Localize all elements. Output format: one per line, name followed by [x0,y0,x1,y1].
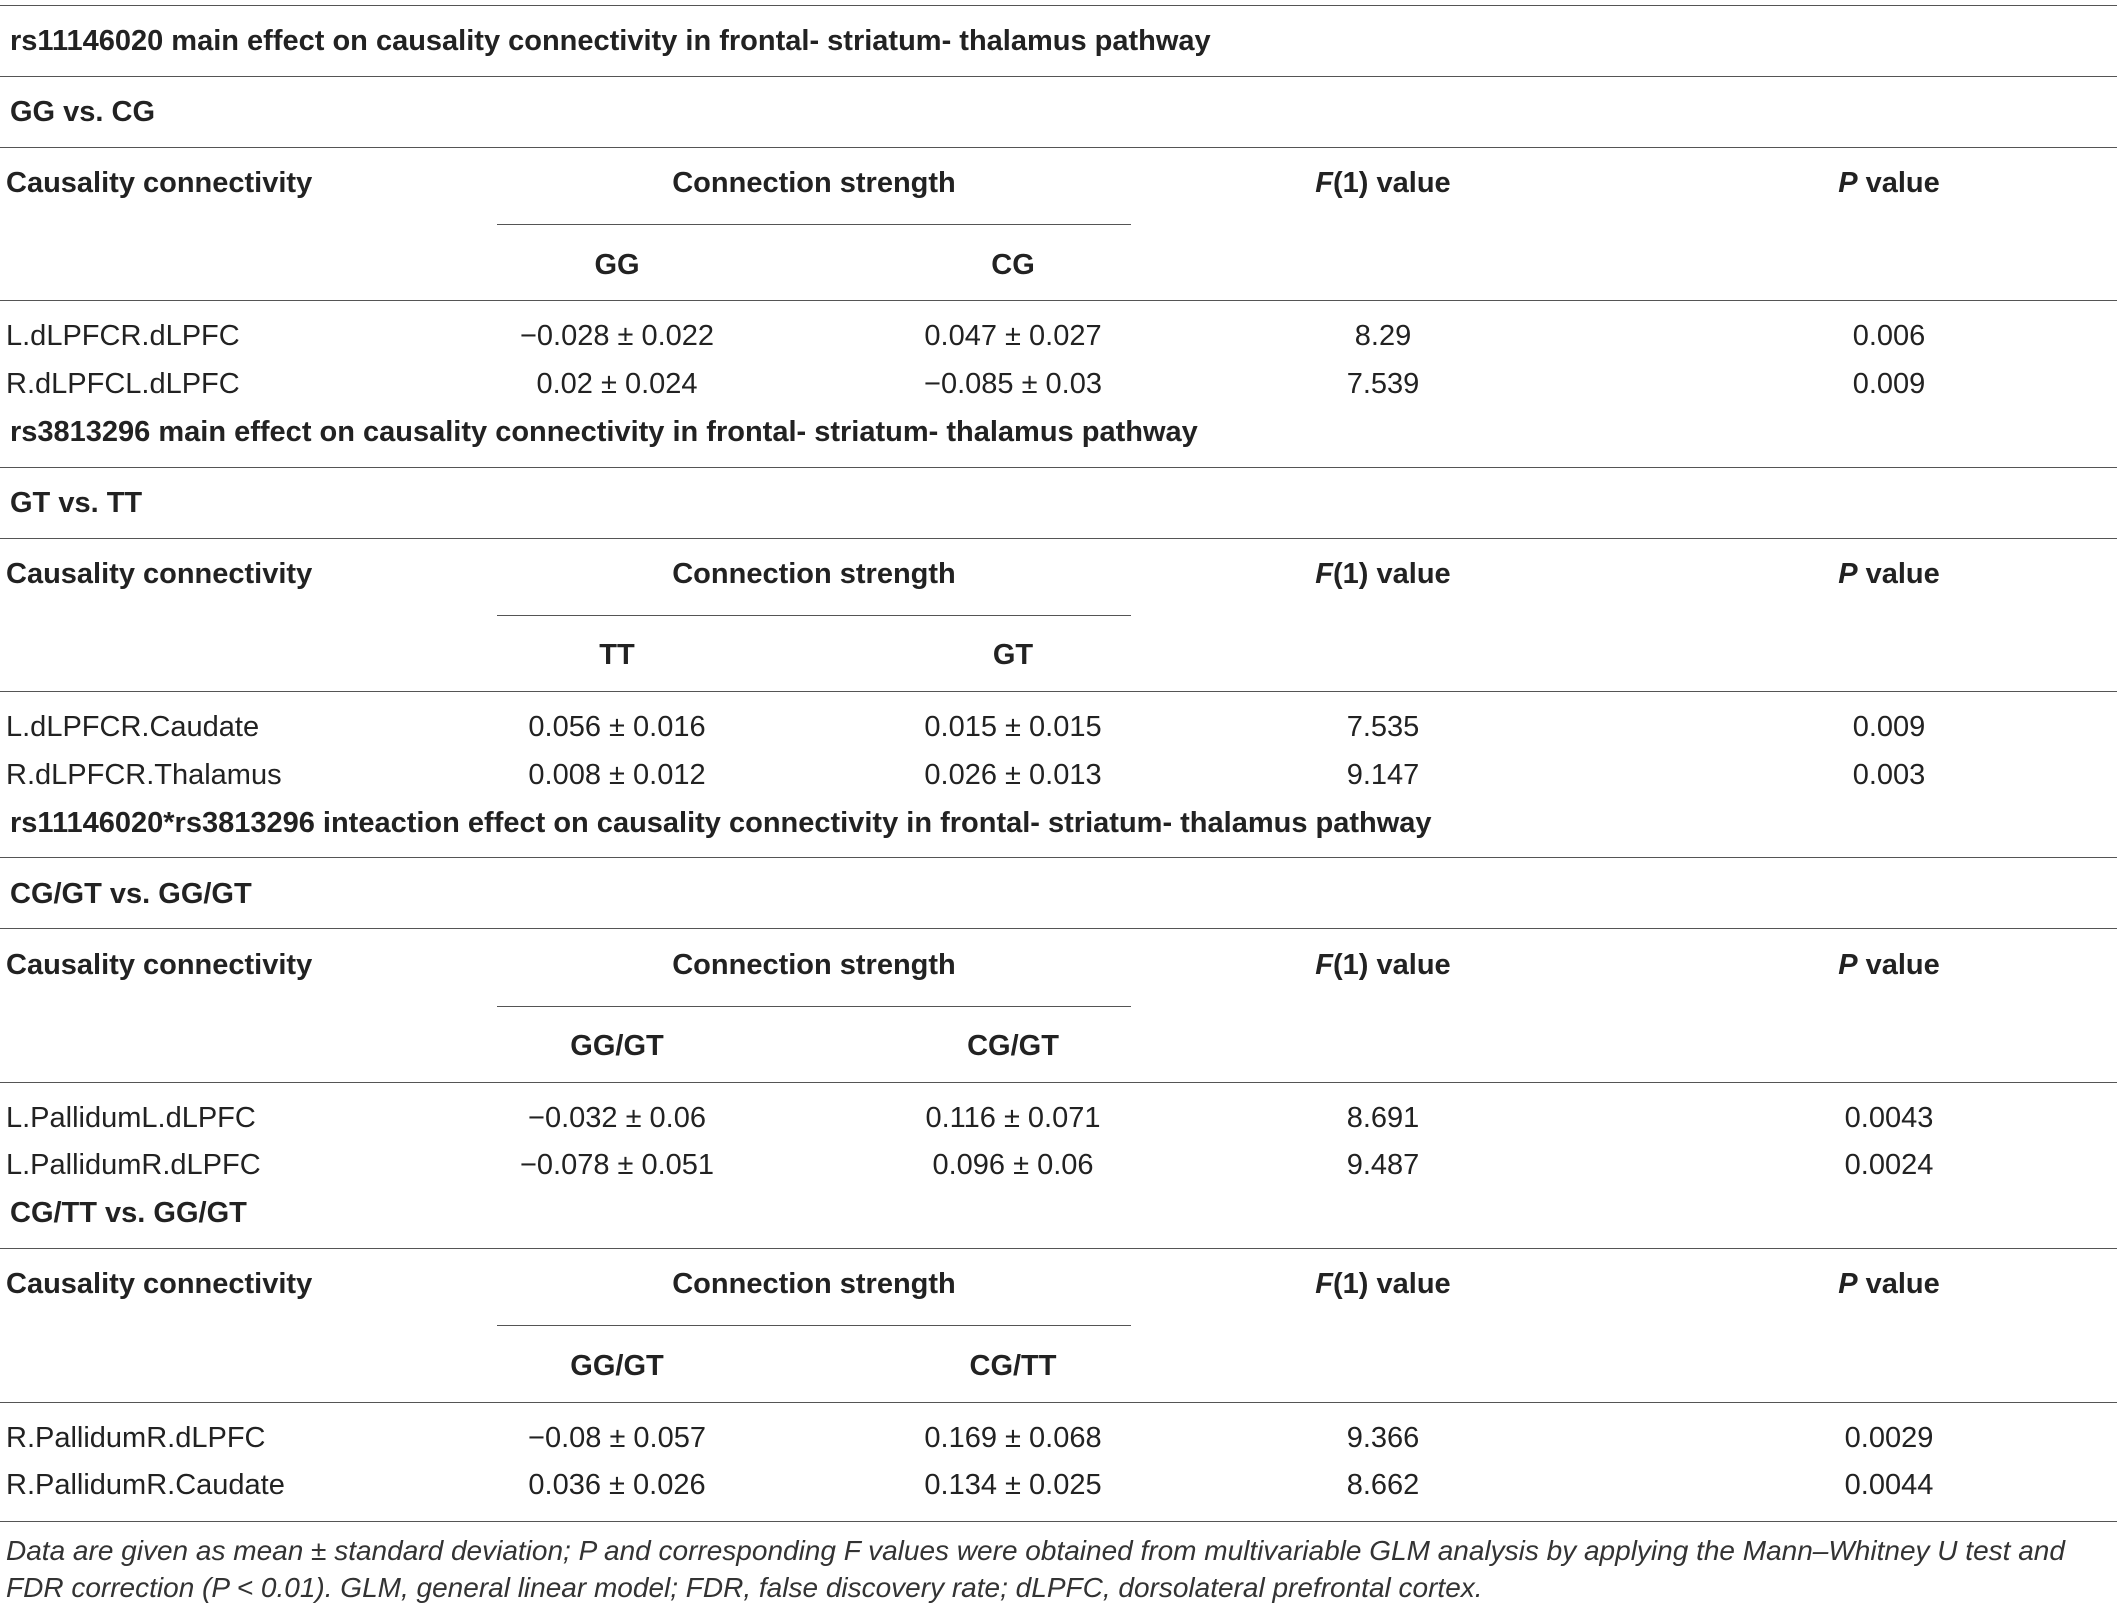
comparison-label: GG vs. CG [10,96,156,128]
f-symbol: F [1315,1268,1334,1300]
p-label: value [1857,949,1940,981]
row-group-2-value: 0.096 ± 0.06 [932,1149,1094,1181]
row-group-2-value: 0.047 ± 0.027 [924,320,1102,352]
row-p-value: 0.006 [1852,320,1926,352]
row-f-value: 8.691 [1346,1102,1420,1134]
p-symbol: P [1838,167,1858,199]
row-f-value: 8.662 [1346,1469,1420,1501]
col-header-connection-strength: Connection strength [672,1268,956,1300]
col-header-causality: Causality connectivity [6,949,313,981]
row-group-2-value: 0.134 ± 0.025 [924,1469,1102,1501]
group-1-header: TT [599,639,635,671]
comparison-label: CG/TT vs. GG/GT [10,1197,247,1229]
rule [0,300,2117,301]
rule-connection-strength [497,224,1131,225]
col-header-causality: Causality connectivity [6,167,313,199]
col-header-p-value [1838,166,1940,200]
group-1-header: GG/GT [570,1350,664,1382]
row-group-1-value: 0.008 ± 0.012 [528,759,706,791]
row-group-1-value: −0.032 ± 0.06 [528,1102,706,1134]
row-group-1-value: 0.02 ± 0.024 [536,368,698,400]
rule [0,147,2117,148]
rule [0,76,2117,77]
row-group-2-value: 0.026 ± 0.013 [924,759,1102,791]
row-p-value: 0.0029 [1844,1422,1934,1454]
section-title: rs11146020*rs3813296 inteaction effect on causality connectivity in frontal- striatum- thalamus pathway [10,807,1432,839]
p-label: value [1857,1268,1940,1300]
row-connectivity: L.PallidumR.dLPFC [6,1149,261,1181]
p-label: value [1857,558,1940,590]
row-p-value: 0.009 [1852,711,1926,743]
row-connectivity: L.dLPFCR.Caudate [6,711,260,743]
section-title: rs11146020 main effect on causality connectivity in frontal- striatum- thalamus pathway [10,25,1211,57]
row-connectivity: L.dLPFCR.dLPFC [6,320,240,352]
row-p-value: 0.0044 [1844,1469,1934,1501]
row-connectivity: L.PallidumL.dLPFC [6,1102,256,1134]
group-2-header: CG [991,249,1035,281]
rule-connection-strength [497,615,1131,616]
row-f-value: 9.487 [1346,1149,1420,1181]
row-group-2-value: 0.116 ± 0.071 [925,1102,1101,1134]
f-label: (1) value [1333,558,1451,590]
f-label: (1) value [1333,1268,1451,1300]
col-header-f-value [1315,948,1450,982]
section-title: rs3813296 main effect on causality connectivity in frontal- striatum- thalamus pathway [10,416,1198,448]
p-symbol: P [1838,558,1858,590]
row-p-value: 0.0043 [1844,1102,1934,1134]
comparison-label: CG/GT vs. GG/GT [10,878,252,910]
f-label: (1) value [1333,949,1451,981]
row-group-1-value: 0.036 ± 0.026 [528,1469,706,1501]
rule-connection-strength [497,1006,1131,1007]
row-f-value: 7.539 [1346,368,1420,400]
col-header-f-value [1315,557,1450,591]
row-group-2-value: −0.085 ± 0.03 [924,368,1102,400]
group-1-header: GG/GT [570,1030,664,1062]
rule [0,467,2117,468]
col-header-connection-strength: Connection strength [672,949,956,981]
col-header-connection-strength: Connection strength [672,558,956,590]
p-symbol: P [1838,1268,1858,1300]
rule [0,1248,2117,1249]
row-group-1-value: −0.028 ± 0.022 [519,320,715,352]
col-header-f-value [1315,1267,1450,1301]
row-connectivity: R.PallidumR.dLPFC [6,1422,266,1454]
col-header-p-value [1838,1267,1940,1301]
col-header-f-value [1315,166,1450,200]
rule-top [0,5,2117,6]
rule-connection-strength [497,1325,1131,1326]
rule [0,1082,2117,1083]
p-label: value [1857,167,1940,199]
row-group-1-value: −0.08 ± 0.057 [528,1422,706,1454]
f-symbol: F [1315,167,1334,199]
p-symbol: P [1838,949,1858,981]
row-connectivity: R.dLPFCR.Thalamus [6,759,282,791]
table-footnote: Data are given as mean ± standard deviation; P and corresponding F values were obtained from multivariable GLM analysis by applying the Mann–Whitney U test and FDR correction (P < 0.01). GLM, general linear model; FDR, false discovery rate; dLPFC, dorsolateral prefrontal cortex. [6,1535,2065,1603]
row-p-value: 0.003 [1852,759,1926,791]
col-header-connection-strength: Connection strength [672,167,956,199]
row-f-value: 8.29 [1354,320,1412,352]
rule [0,1402,2117,1403]
row-f-value: 7.535 [1346,711,1420,743]
rule [0,857,2117,858]
f-label: (1) value [1333,167,1451,199]
rule-bottom [0,1521,2117,1522]
col-header-p-value [1838,948,1940,982]
row-group-2-value: 0.169 ± 0.068 [924,1422,1102,1454]
row-group-1-value: 0.056 ± 0.016 [528,711,706,743]
row-f-value: 9.147 [1346,759,1420,791]
row-group-2-value: 0.015 ± 0.015 [924,711,1102,743]
comparison-label: GT vs. TT [10,487,143,519]
rule [0,691,2117,692]
rule [0,928,2117,929]
row-f-value: 9.366 [1346,1422,1420,1454]
col-header-causality: Causality connectivity [6,1268,313,1300]
f-symbol: F [1315,949,1334,981]
row-group-1-value: −0.078 ± 0.051 [519,1149,715,1181]
row-p-value: 0.0024 [1844,1149,1934,1181]
rule [0,538,2117,539]
col-header-causality: Causality connectivity [6,558,313,590]
group-2-header: GT [992,639,1034,671]
row-connectivity: R.dLPFCL.dLPFC [6,368,240,400]
f-symbol: F [1315,558,1334,590]
col-header-p-value [1838,557,1940,591]
group-2-header: CG/GT [967,1030,1059,1062]
group-1-header: GG [594,249,640,281]
group-2-header: CG/TT [969,1350,1057,1382]
row-connectivity: R.PallidumR.Caudate [6,1469,285,1501]
row-p-value: 0.009 [1852,368,1926,400]
